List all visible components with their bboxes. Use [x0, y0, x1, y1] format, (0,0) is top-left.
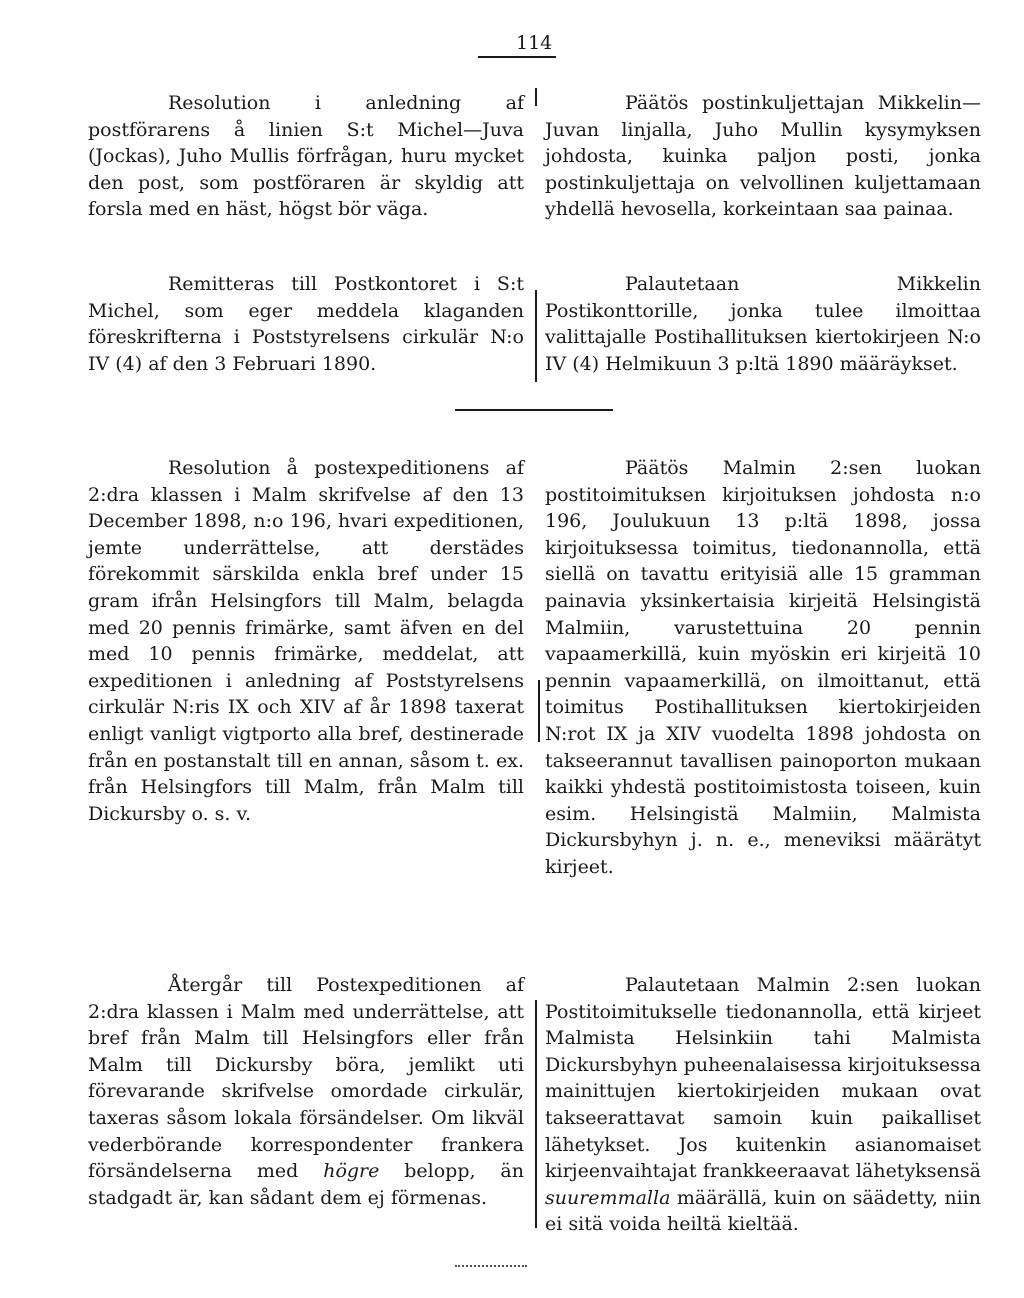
section-4-finnish [545, 972, 981, 1238]
column-divider [535, 1000, 537, 1228]
section-4-swedish [88, 972, 524, 1211]
page-number-rule [478, 56, 556, 58]
paragraph-text [88, 972, 524, 1211]
section-2-swedish [88, 271, 524, 377]
emphasized-word: suuremmalla [545, 1186, 671, 1209]
text-segment: Återgår till Postexpeditionen af 2:dra klassen i Malm med underrättelse, att bref från Malm till Helsingfors eller från Malm till Dickursby böra, jemlikt uti förevarande skrifvelse omordade cirkulär, taxeras såsom lokala försändelser. Om likväl vederbörande korrespondenter frankera försändelserna med [88, 974, 524, 1183]
section-3-finnish [545, 455, 981, 881]
text-segment: määrällä, kuin on säädetty, niin ei sitä voida heiltä kieltää. [545, 1186, 981, 1236]
paragraph-text [545, 972, 981, 1238]
section-1-swedish [88, 90, 524, 223]
paragraph-text: Päätös Malmin 2:sen luokan postitoimituksen kirjoituksen johdosta n:o 196, Joulukuun 13 p:ltä 1898, jossa kirjoituksessa toimitus, tiedonannolla, että siellä on tavattu erityisiä alle 15 gramman painavia yksinkertaisia kirjeitä Helsingistä Malmiin, varustettuina 20 pennin vapaamerkillä, kuin myöskin eri kirjeitä 10 pennin vapaamerkillä, on ilmoittanut, että toimitus Postihallituksen kiertokirjeiden N:rot IX ja XIV vuodelta 1898 johdosta on takseerannut tavallisen painoporton mukaan kaikki yhdestä postitoimistosta toiseen, kuin esim. Helsingistä Malmiin, Malmista Dickursbyhyn j. n. e., meneviksi määrätyt kirjeet. [545, 457, 981, 878]
section-separator [455, 409, 613, 411]
paragraph-text: Resolution å postexpeditionens af 2:dra klassen i Malm skrifvelse af den 13 December 1898, n:o 196, hvari expeditionen, jemte underrättelse, att derstädes förekommit särskilda enkla bref under 15 gram ifrån Helsingfors till Malm, belagda med 20 pennis frimärke, samt äfven en del med 10 pennis frimärke, meddelat, att expeditionen i anledning af Poststyrelsens cirkulär N:ris IX och XIV af år 1898 taxerat enligt vanligt vigtporto alla bref, destinerade från en postanstalt till en annan, såsom t. ex. från Helsingfors till Malm, från Malm till Dickursby o. s. v. [88, 457, 524, 825]
section-1-finnish [545, 90, 981, 223]
column-divider [535, 88, 537, 106]
section-2-finnish [545, 271, 981, 377]
column-divider [535, 290, 537, 382]
paragraph-text: Palautetaan Mikkelin Postikonttorille, jonka tulee ilmoittaa valittajalle Postihallituksen kiertokirjeen N:o IV (4) Helmikuun 3 p:ltä 1890 määräykset. [545, 273, 981, 375]
footer-mark [455, 1265, 527, 1269]
paragraph-text: Päätös postinkuljettajan Mikkelin—Juvan linjalla, Juho Mullin kysymyksen johdosta, kuinka paljon posti, jonka postinkuljettaja on velvollinen kuljettamaan yhdellä hevosella, korkeintaan saa painaa. [545, 92, 981, 221]
text-segment: belopp, än stadgadt är, kan sådant dem ej förmenas. [88, 1160, 525, 1209]
page-number: 114 [516, 32, 553, 54]
column-divider [538, 680, 540, 742]
section-3-swedish [88, 455, 524, 827]
paragraph-text: Resolution i anledning af postförarens å linien S:t Michel—Juva (Jockas), Juho Mullis förfrågan, huru mycket den post, som postföraren är skyldig att forsla med en häst, högst bör väga. [88, 92, 524, 221]
paragraph-text: Remitteras till Postkontoret i S:t Michel, som eger meddela klaganden föreskrifterna i Poststyrelsens cirkulär N:o IV (4) af den 3 Februari 1890. [88, 273, 524, 375]
text-segment: Palautetaan Malmin 2:sen luokan Postitoimitukselle tiedonannolla, että kirjeet Malmista Helsinkiin tahi Malmista Dickursbyhyn puheenalaisessa kirjoituksessa mainittujen kiertokirjeiden mukaan ovat takseerattavat samoin kuin paikalliset lähetykset. Jos kuitenkin asianomaiset kirjeenvaihtajat frankkeeraavat lähetyksensä [545, 974, 981, 1183]
emphasized-word: högre [323, 1160, 380, 1183]
